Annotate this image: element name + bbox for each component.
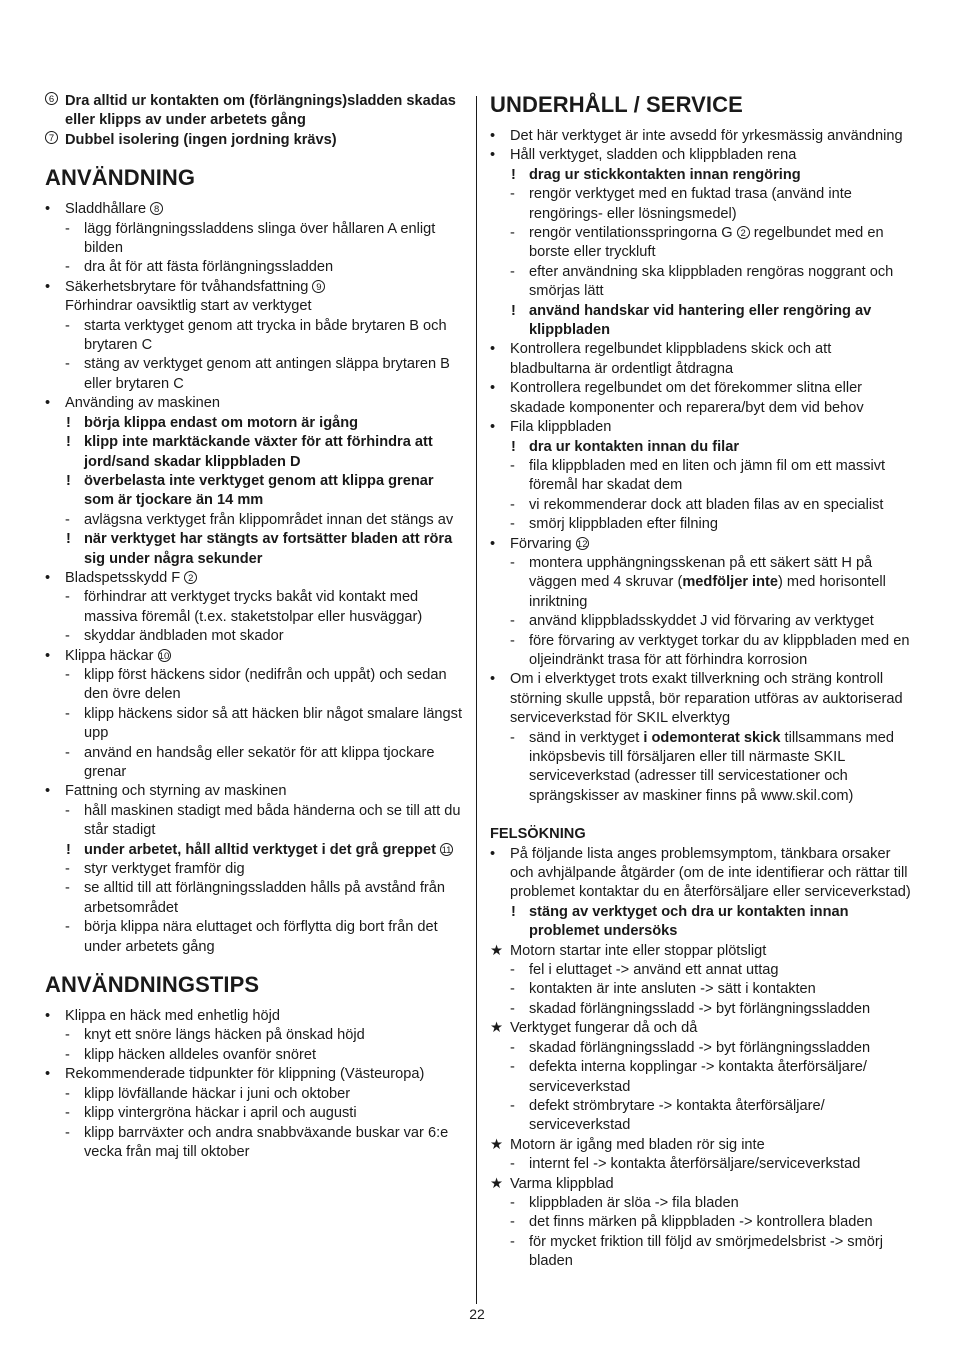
dash-item	[45, 860, 467, 879]
item-text: skadad förlängningssladd -> byt förlängningssladden	[529, 1039, 871, 1056]
dash-icon: -	[510, 1233, 515, 1250]
dash-icon: -	[65, 802, 70, 819]
reference-number-badge: 12	[576, 538, 588, 550]
dash-icon: -	[65, 705, 70, 722]
dash-icon: -	[510, 516, 515, 533]
safety-item	[45, 131, 467, 150]
warning-icon: !	[66, 841, 71, 858]
item-text: Kontrollera regelbundet klippbladens skick och att bladbultarna är ordentligt åtdragna	[510, 341, 832, 377]
item-text: knyt ett snöre längs häcken på önskad höjd	[84, 1027, 365, 1044]
dash-icon: -	[510, 496, 515, 513]
item-text: klipp häcken alldeles ovanför snöret	[84, 1046, 317, 1063]
emphasis-text: i odemonterat skick	[643, 729, 781, 746]
warning-item	[45, 472, 467, 511]
bullet-icon: •	[45, 201, 51, 218]
dash-icon: -	[65, 919, 70, 936]
symptom-item	[490, 1019, 915, 1038]
warning-item	[45, 414, 467, 433]
item-text-continued: ) med horisontell inriktning	[529, 574, 886, 610]
warning-icon: !	[511, 438, 516, 455]
warning-icon: !	[511, 302, 516, 319]
item-text: klipp först häckens sidor (nedifrån och uppåt) och sedan den övre delen	[84, 666, 447, 703]
item-text: Använding av maskinen	[65, 395, 220, 412]
item-text: På följande lista anges problemsymptom, tänkbara orsaker och avhjälpande åtgärder (om de inte identifierar och rättar till problemet kontaktar du en återförsäljare eller serviceverkstad)	[510, 845, 911, 901]
dash-icon: -	[65, 744, 70, 761]
bullet-item	[490, 845, 915, 903]
dash-item	[45, 317, 467, 356]
dash-icon: -	[510, 1156, 515, 1173]
item-text: stäng av verktyget genom att antingen släppa brytaren B eller brytaren C	[84, 356, 450, 392]
item-text: Fila klippbladen	[510, 419, 612, 436]
dash-item	[490, 961, 915, 980]
bullet-icon: •	[45, 647, 51, 664]
dash-item	[490, 554, 915, 612]
item-text: internt fel -> kontakta återförsäljare/serviceverkstad	[529, 1156, 861, 1173]
dash-icon: -	[510, 457, 515, 474]
item-text: Säkerhetsbrytare för tvåhandsfattning	[65, 278, 309, 295]
dash-icon: -	[65, 511, 70, 528]
item-text: drag ur stickkontakten innan rengöring	[529, 166, 801, 183]
item-text: under arbetet, håll alltid verktyget i det grå greppet	[84, 841, 436, 858]
symptom-item	[490, 1175, 915, 1194]
dash-item	[490, 457, 915, 496]
reference-number-badge: 8	[150, 202, 163, 215]
item-text: klipp inte marktäckande växter för att förhindra att jord/sand skadar klippbladen D	[84, 434, 433, 470]
item-text: Klippa häckar	[65, 647, 154, 664]
dash-item	[490, 263, 915, 302]
item-text: håll maskinen stadigt med båda händerna och se till att du står stadigt	[84, 802, 461, 839]
item-number-badge: 7	[45, 131, 58, 144]
bullet-icon: •	[490, 147, 496, 164]
symptom-item	[490, 1136, 915, 1155]
dash-item	[45, 666, 467, 705]
warning-item	[45, 433, 467, 472]
item-text: Om i elverktyget trots exakt tillverkning och sträng kontroll störning skulle uppstå, bör reparation utföras av auktoriserad serviceverkstad för SKIL elverktyg	[510, 671, 903, 727]
item-text: dra ur kontakten innan du filar	[529, 438, 740, 455]
item-text: smörj klippbladen efter filning	[529, 516, 719, 533]
reference-number-badge: 11	[441, 844, 452, 856]
dash-icon: -	[510, 554, 515, 571]
item-text: Motorn startar inte eller stoppar plötsligt	[510, 942, 767, 959]
bullet-item	[45, 200, 467, 219]
warning-icon: !	[66, 434, 71, 451]
dash-icon: -	[510, 981, 515, 998]
dash-item	[45, 879, 467, 918]
dash-item	[490, 1039, 915, 1058]
warning-icon: !	[66, 472, 71, 489]
bullet-item	[45, 1065, 467, 1084]
dash-icon: -	[510, 632, 515, 649]
item-text: klippbladen är slöa -> fila bladen	[529, 1194, 739, 1211]
dash-item	[490, 612, 915, 631]
item-text: Håll verktyget, sladden och klippbladen rena	[510, 147, 797, 164]
dash-icon: -	[510, 1194, 515, 1211]
item-text: Fattning och styrning av maskinen	[65, 783, 287, 800]
item-text: defekt strömbrytare -> kontakta återförsäljare/ serviceverkstad	[529, 1097, 825, 1134]
dash-item	[490, 1213, 915, 1232]
item-text: klipp vintergröna häckar i april och augusti	[84, 1105, 357, 1122]
section-heading: ANVÄNDNING	[45, 165, 196, 191]
dash-icon: -	[510, 729, 515, 746]
dash-item	[45, 220, 467, 259]
item-text: Förvaring	[510, 535, 572, 552]
warning-icon: !	[511, 166, 516, 183]
item-text: vi rekommenderar dock att bladen filas av en specialist	[529, 496, 884, 513]
item-text: Det här verktyget är inte avsedd för yrkesmässig användning	[510, 128, 903, 144]
dash-item	[45, 627, 467, 646]
dash-item	[45, 511, 467, 530]
item-text: starta verktyget genom att trycka in både brytaren B och brytaren C	[84, 317, 447, 354]
subsection-heading: FELSÖKNING	[490, 826, 586, 843]
warning-item	[490, 302, 915, 341]
item-text: före förvaring av verktyget torkar du av klippbladen med en oljeindränkt trasa för att förhindra korrosion	[529, 632, 910, 668]
item-text: sänd in verktyget	[529, 729, 644, 746]
dash-item	[490, 1097, 915, 1136]
item-text: Verktyget fungerar då och då	[510, 1020, 698, 1037]
item-text: skadad förlängningssladd -> byt förlängningssladden	[529, 1000, 871, 1017]
dash-item	[45, 1046, 467, 1065]
section-heading: UNDERHÅLL / SERVICE	[490, 92, 743, 117]
star-icon: ★	[490, 1020, 504, 1037]
bullet-item	[490, 340, 915, 379]
warning-icon: !	[66, 414, 71, 431]
item-text-continued: regelbundet med en borste eller tryckluft	[529, 225, 884, 261]
item-text: Kontrollera regelbundet om det förekommer slitna eller skadade komponenter och reparera/byt dem vid behov	[510, 380, 864, 416]
dash-icon: -	[65, 1085, 70, 1102]
dash-icon: -	[510, 225, 515, 242]
dash-icon: -	[65, 1105, 70, 1122]
dash-icon: -	[65, 356, 70, 373]
item-text: Motorn är igång med bladen rör sig inte	[510, 1136, 765, 1153]
reference-number-badge: 2	[184, 571, 197, 584]
dash-item	[45, 258, 467, 277]
dash-item	[490, 185, 915, 224]
item-text: defekta interna kopplingar -> kontakta återförsäljare/ serviceverkstad	[529, 1059, 867, 1095]
dash-item	[490, 1194, 915, 1213]
dash-icon: -	[65, 861, 70, 878]
dash-icon: -	[65, 1027, 70, 1044]
item-text: börja klippa endast om motorn är igång	[84, 414, 359, 431]
dash-icon: -	[65, 666, 70, 683]
item-text: Dra alltid ur kontakten om (förlängnings)sladden skadas eller klipps av under arbetets gång	[65, 93, 456, 129]
warning-icon: !	[66, 531, 71, 548]
page-number: 22	[469, 1306, 485, 1322]
item-text: rengör verktyget med en fuktad trasa (använd inte rengörings- eller lösningsmedel)	[529, 186, 852, 222]
bullet-icon: •	[490, 128, 496, 144]
dash-item	[45, 744, 467, 783]
item-number-badge: 6	[45, 92, 58, 105]
item-text: använd handskar vid hantering eller rengöring av klippbladen	[529, 302, 872, 339]
bullet-item	[490, 418, 915, 437]
symptom-item	[490, 942, 915, 961]
item-text: klipp häckens sidor så att häcken blir något smalare längst upp	[84, 705, 463, 742]
item-text: använd en handsåg eller sekatör för att klippa tjockare grenar	[84, 744, 435, 780]
dash-item	[490, 496, 915, 515]
dash-item	[490, 729, 915, 807]
reference-number-badge: 2	[737, 226, 750, 239]
dash-item	[490, 515, 915, 534]
item-text: klipp barrväxter och andra snabbväxande buskar var 6:e vecka från maj till oktober	[84, 1124, 449, 1160]
dash-item	[490, 224, 915, 263]
item-text: styr verktyget framför dig	[84, 861, 245, 878]
item-text: lägg förlängningssladdens slinga över hållaren A enligt bilden	[84, 220, 436, 257]
dash-icon: -	[510, 186, 515, 203]
right-column	[490, 92, 915, 1272]
bullet-item	[45, 394, 467, 413]
star-icon: ★	[490, 942, 504, 959]
dash-icon: -	[510, 1214, 515, 1231]
dash-item	[45, 1085, 467, 1104]
safety-item	[45, 92, 467, 131]
paragraph	[45, 297, 467, 316]
item-text: Varma klippblad	[510, 1175, 614, 1192]
item-text: kontakten är inte ansluten -> sätt i kontakten	[529, 981, 816, 998]
bullet-icon: •	[45, 278, 51, 295]
dash-icon: -	[65, 259, 70, 276]
dash-item	[490, 1058, 915, 1097]
item-text: skyddar ändbladen mot skador	[84, 628, 284, 645]
dash-icon: -	[65, 220, 70, 237]
bullet-item	[45, 1007, 467, 1026]
bullet-item	[490, 379, 915, 418]
item-text: det finns märken på klippbladen -> kontrollera bladen	[529, 1214, 873, 1231]
bullet-icon: •	[45, 395, 51, 412]
reference-number-badge: 10	[158, 650, 170, 662]
dash-icon: -	[510, 1039, 515, 1056]
bullet-item	[490, 670, 915, 728]
item-text: när verktyget har stängts av fortsätter bladen att röra sig under några sekunder	[84, 531, 453, 567]
bullet-item	[45, 569, 467, 588]
item-text: överbelasta inte verktyget genom att klippa grenar som är tjockare än 14 mm	[84, 472, 434, 509]
bullet-icon: •	[490, 341, 496, 358]
item-text: för mycket friktion till följd av smörjmedelsbrist -> smörj bladen	[529, 1233, 883, 1270]
dash-icon: -	[510, 263, 515, 280]
bullet-icon: •	[45, 783, 51, 800]
dash-icon: -	[510, 1097, 515, 1114]
item-text: dra åt för att fästa förlängningssladden	[84, 259, 334, 276]
warning-icon: !	[511, 903, 516, 920]
dash-icon: -	[65, 880, 70, 897]
bullet-icon: •	[45, 1008, 51, 1025]
item-text: fel i eluttaget -> använd ett annat uttag	[529, 962, 779, 979]
dash-item	[45, 802, 467, 841]
dash-item	[490, 1000, 915, 1019]
dash-item	[45, 1026, 467, 1045]
item-text: stäng av verktyget och dra ur kontakten innan problemet undersöks	[529, 903, 849, 940]
bullet-icon: •	[490, 535, 496, 552]
item-text: montera upphängningsskenan på ett säkert sätt H på väggen med 4 skruvar (	[529, 554, 873, 591]
warning-item	[490, 903, 915, 942]
dash-icon: -	[510, 1000, 515, 1017]
dash-item	[45, 588, 467, 627]
left-column	[45, 92, 467, 1162]
item-text: Rekommenderade tidpunkter för klippning (Västeuropa)	[65, 1066, 425, 1083]
warning-item	[45, 841, 467, 860]
dash-icon: -	[510, 962, 515, 979]
item-text: se alltid till att förlängningssladden hålls på avstånd från arbetsområdet	[84, 880, 446, 916]
dash-icon: -	[510, 1059, 515, 1076]
section-heading: ANVÄNDNINGSTIPS	[45, 972, 260, 998]
item-text: Dubbel isolering (ingen jordning krävs)	[65, 131, 337, 148]
item-text: börja klippa nära eluttaget och förflytta dig bort från det under arbetets gång	[84, 919, 438, 955]
bullet-item	[45, 278, 467, 297]
dash-icon: -	[65, 1124, 70, 1141]
bullet-icon: •	[45, 1066, 51, 1083]
dash-icon: -	[65, 317, 70, 334]
warning-item	[45, 530, 467, 569]
item-text: Förhindrar oavsiktlig start av verktyget	[65, 298, 312, 315]
item-text: efter användning ska klippbladen rengöras noggrant och smörjas lätt	[529, 263, 894, 300]
item-text: Klippa en häck med enhetlig höjd	[65, 1008, 281, 1025]
item-text: Sladdhållare	[65, 201, 147, 218]
dash-icon: -	[65, 1046, 70, 1063]
bullet-icon: •	[490, 380, 496, 397]
star-icon: ★	[490, 1136, 504, 1153]
star-icon: ★	[490, 1175, 504, 1192]
dash-icon: -	[510, 613, 515, 630]
bullet-item	[490, 535, 915, 554]
dash-item	[490, 1233, 915, 1272]
column-divider	[476, 96, 477, 1304]
dash-item	[45, 1124, 467, 1163]
item-text: avlägsna verktyget från klippområdet innan det stängs av	[84, 511, 454, 528]
emphasis-text: medföljer inte	[682, 574, 778, 591]
item-text-continued: tillsammans med inköpsbevis till försäljaren eller till närmaste SKIL serviceverkstad (adresser till servicestationer och sprängskisser av maskiner finns på www.skil.com)	[529, 729, 895, 804]
bullet-item	[490, 127, 915, 146]
item-text: klipp lövfällande häckar i juni och oktober	[84, 1085, 351, 1102]
dash-icon: -	[65, 628, 70, 645]
bullet-icon: •	[490, 419, 496, 436]
dash-item	[45, 705, 467, 744]
warning-item	[490, 166, 915, 185]
dash-item	[45, 1104, 467, 1123]
dash-item	[490, 1155, 915, 1174]
reference-number-badge: 9	[312, 280, 325, 293]
dash-item	[490, 980, 915, 999]
item-text: använd klippbladsskyddet J vid förvaring av verktyget	[529, 613, 874, 630]
bullet-item	[490, 146, 915, 165]
bullet-icon: •	[45, 569, 51, 586]
item-text: rengör ventilationsspringorna G	[529, 225, 733, 242]
dash-icon: -	[65, 589, 70, 606]
bullet-icon: •	[490, 671, 496, 688]
dash-item	[45, 918, 467, 957]
bullet-item	[45, 782, 467, 801]
dash-item	[490, 632, 915, 671]
item-text: Bladspetsskydd F	[65, 569, 181, 586]
item-text: fila klippbladen med en liten och jämn fil om ett massivt föremål har skadat dem	[529, 457, 886, 494]
bullet-item	[45, 647, 467, 666]
warning-item	[490, 438, 915, 457]
dash-item	[45, 355, 467, 394]
bullet-icon: •	[490, 845, 496, 862]
item-text: förhindrar att verktyget trycks bakåt vid kontakt med massiva föremål (t.ex. staketstolpar eller husväggar)	[84, 589, 423, 625]
